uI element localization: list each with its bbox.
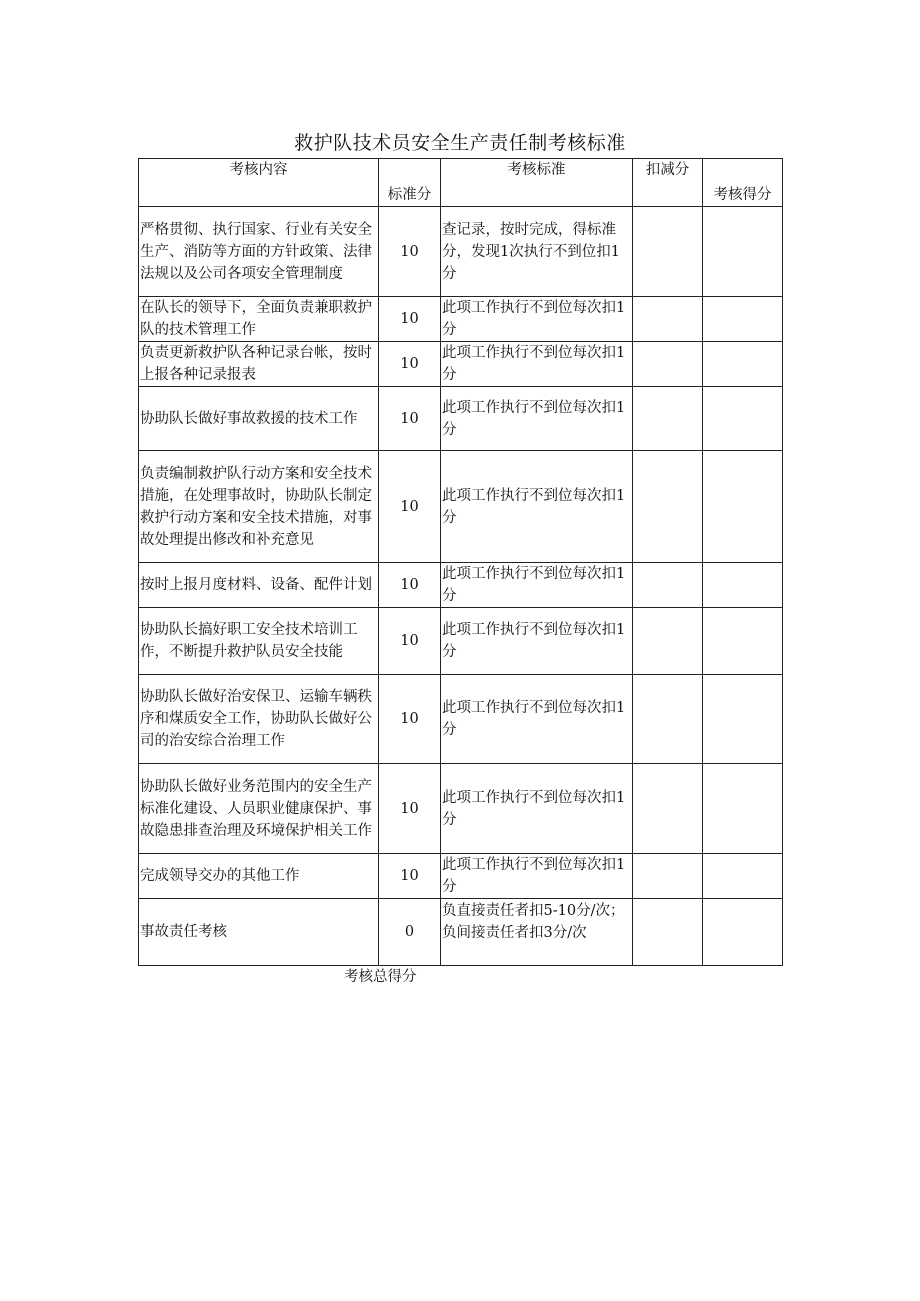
row-score-cell[interactable] — [703, 608, 783, 675]
row-score-cell[interactable] — [703, 675, 783, 764]
row-standard-score: 10 — [379, 608, 441, 675]
row-deduction-cell[interactable] — [633, 608, 703, 675]
row-deduction-cell[interactable] — [633, 297, 703, 342]
header-content: 考核内容 — [139, 159, 379, 207]
table-row — [139, 207, 783, 297]
page-title: 救护队技术员安全生产责任制考核标准 — [294, 132, 626, 154]
row-criteria: 此项工作执行不到位每次扣1分 — [441, 854, 633, 899]
table-row — [139, 451, 783, 563]
row-score-cell[interactable] — [703, 899, 783, 966]
row-content: 严格贯彻、执行国家、行业有关安全生产、消防等方面的方针政策、法律法规以及公司各项安全管理制度 — [139, 207, 379, 297]
row-criteria: 此项工作执行不到位每次扣1分 — [441, 297, 633, 342]
row-score-cell[interactable] — [703, 207, 783, 297]
row-deduction-cell[interactable] — [633, 899, 703, 966]
table-row — [139, 675, 783, 764]
row-content: 负责编制救护队行动方案和安全技术措施，在处理事故时，协助队长制定救护行动方案和安全技术措施，对事故处理提出修改和补充意见 — [139, 451, 379, 563]
row-deduction-cell[interactable] — [633, 563, 703, 608]
row-content: 协助队长做好事故救援的技术工作 — [139, 387, 379, 451]
row-criteria: 此项工作执行不到位每次扣1分 — [441, 342, 633, 387]
row-deduction-cell[interactable] — [633, 451, 703, 563]
row-standard-score: 10 — [379, 675, 441, 764]
row-standard-score: 10 — [379, 297, 441, 342]
table-row — [139, 854, 783, 899]
header-standard-score: 标准分 — [379, 159, 441, 207]
table-row — [139, 899, 783, 966]
table-row — [139, 563, 783, 608]
table-row — [139, 387, 783, 451]
row-standard-score: 0 — [379, 899, 441, 966]
row-deduction-cell[interactable] — [633, 387, 703, 451]
row-deduction-cell[interactable] — [633, 342, 703, 387]
row-content: 协助队长做好业务范围内的安全生产标准化建设、人员职业健康保护、事故隐患排查治理及环境保护相关工作 — [139, 764, 379, 854]
row-criteria: 此项工作执行不到位每次扣1分 — [441, 675, 633, 764]
row-standard-score: 10 — [379, 854, 441, 899]
row-content: 按时上报月度材料、设备、配件计划 — [139, 563, 379, 608]
row-standard-score: 10 — [379, 563, 441, 608]
row-criteria — [441, 899, 633, 966]
row-criteria: 此项工作执行不到位每次扣1分 — [441, 764, 633, 854]
row-criteria: 此项工作执行不到位每次扣1分 — [441, 563, 633, 608]
row-standard-score: 10 — [379, 764, 441, 854]
row-content: 协助队长搞好职工安全技术培训工作，不断提升救护队员安全技能 — [139, 608, 379, 675]
row-standard-score: 10 — [379, 387, 441, 451]
total-score-label: 考核总得分 — [344, 969, 417, 985]
row-content: 协助队长做好治安保卫、运输车辆秩序和煤质安全工作，协助队长做好公司的治安综合治理工作 — [139, 675, 379, 764]
row-deduction-cell[interactable] — [633, 764, 703, 854]
row-criteria: 此项工作执行不到位每次扣1分 — [441, 387, 633, 451]
header-score: 考核得分 — [703, 159, 783, 207]
row-criteria: 此项工作执行不到位每次扣1分 — [441, 451, 633, 563]
row-deduction-cell[interactable] — [633, 207, 703, 297]
row-score-cell[interactable] — [703, 387, 783, 451]
header-criteria: 考核标准 — [441, 159, 633, 207]
table-row — [139, 342, 783, 387]
row-score-cell[interactable] — [703, 451, 783, 563]
row-score-cell[interactable] — [703, 342, 783, 387]
table-row — [139, 608, 783, 675]
row-content: 负责更新救护队各种记录台帐，按时上报各种记录报表 — [139, 342, 379, 387]
row-deduction-cell[interactable] — [633, 675, 703, 764]
assessment-table — [138, 158, 783, 966]
row-score-cell[interactable] — [703, 764, 783, 854]
row-content: 事故责任考核 — [139, 899, 379, 966]
header-deduction: 扣减分 — [633, 159, 703, 207]
table-row — [139, 297, 783, 342]
row-standard-score: 10 — [379, 342, 441, 387]
row-criteria: 查记录，按时完成，得标准分，发现1次执行不到位扣1分 — [441, 207, 633, 297]
row-score-cell[interactable] — [703, 854, 783, 899]
row-standard-score: 10 — [379, 451, 441, 563]
row-deduction-cell[interactable] — [633, 854, 703, 899]
header-row — [139, 159, 783, 207]
row-criteria: 此项工作执行不到位每次扣1分 — [441, 608, 633, 675]
row-content: 在队长的领导下，全面负责兼职救护队的技术管理工作 — [139, 297, 379, 342]
row-score-cell[interactable] — [703, 563, 783, 608]
row-content: 完成领导交办的其他工作 — [139, 854, 379, 899]
row-score-cell[interactable] — [703, 297, 783, 342]
row-standard-score: 10 — [379, 207, 441, 297]
row-criteria-text: 负直接责任者扣5-10分/次；负间接责任者扣3分/次 — [442, 903, 625, 941]
table-row — [139, 764, 783, 854]
